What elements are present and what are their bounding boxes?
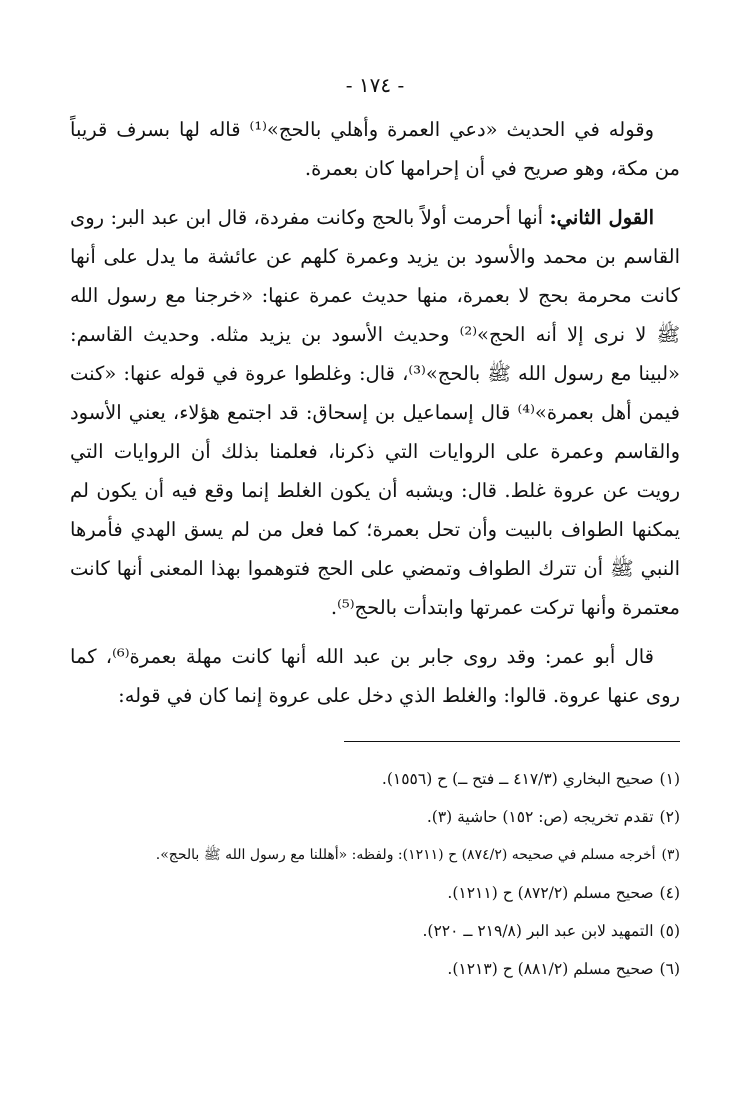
footnote-divider [344, 741, 680, 742]
paragraph-text: وقوله في الحديث «دعي العمرة وأهلي بالحج»⁽¹⁾ قاله لها بسرف قريباً من مكة، وهو صريح في أن إحرامها كان بعمرة. [70, 118, 680, 180]
footnote-number: (١) [659, 770, 680, 788]
footnote-3 [70, 836, 680, 874]
paragraph-3 [70, 637, 680, 715]
footnote-text: أخرجه مسلم في صحيحه (٨٧٤/٢) ح (١٢١١): ولفظه: «أهللنا مع رسول الله ﷺ بالحج». [155, 847, 656, 863]
paragraph-2 [70, 198, 680, 627]
paragraph-1 [70, 110, 680, 188]
footnote-text: التمهيد لابن عبد البر (٢١٩/٨ ــ ٢٢٠). [422, 922, 654, 940]
paragraph-text: أنها أحرمت أولاً بالحج وكانت مفردة، قال ابن عبد البر: روى القاسم بن محمد والأسود بن يزيد وعمرة كلهم عن عائشة ما يدل على أنها كانت محرمة بحج لا بعمرة، منها حديث عمرة عنها: «خرجنا مع رسول الله ﷺ لا نرى إلا أنه الحج»⁽²⁾ وحديث الأسود بن يزيد مثله. وحديث القاسم: «لبينا مع رسول الله ﷺ بالحج»⁽³⁾، قال: وغلطوا عروة في قوله عنها: «كنت فيمن أهل بعمرة»⁽⁴⁾ قال إسماعيل بن إسحاق: قد اجتمع هؤلاء، يعني الأسود والقاسم وعمرة على الروايات التي ذكرنا، فعلمنا بذلك أن الروايات التي رويت عن عروة غلط. قال: ويشبه أن يكون الغلط إنما وقع فيه أن يكون لم يمكنها الطواف بالبيت وأن تحل بعمرة؛ كما فعل من لم يسق الهدي فأمرها النبي ﷺ أن تترك الطواف وتمضي على الحج فتوهموا بهذا المعنى أنها كانت معتمرة وأنها تركت عمرتها وابتدأت بالحج⁽⁵⁾. [70, 206, 681, 619]
footnote-1 [70, 760, 680, 798]
footnote-text: صحيح البخاري (٤١٧/٣ ــ فتح ــ) ح (١٥٥٦). [381, 770, 654, 788]
footnote-number: (٤) [659, 884, 680, 902]
footnote-number: (٥) [659, 922, 680, 940]
footnote-5 [70, 912, 680, 950]
footnote-number: (٣) [661, 847, 680, 863]
book-page [70, 70, 680, 1090]
footnote-text: صحيح مسلم (٨٨١/٢) ح (١٢١٣). [447, 960, 654, 978]
footnote-4 [70, 874, 680, 912]
footnote-6 [70, 950, 680, 988]
footnote-2 [70, 798, 680, 836]
footnote-text: تقدم تخريجه (ص: ١٥٢) حاشية (٣). [426, 808, 654, 826]
footnotes-list [70, 760, 680, 988]
paragraph-text: قال أبو عمر: وقد روى جابر بن عبد الله أنها كانت مهلة بعمرة⁽⁶⁾، كما روى عنها عروة. قالوا: والغلط الذي دخل على عروة إنما كان في قوله: [70, 645, 680, 707]
footnote-number: (٢) [659, 808, 680, 826]
footnote-text: صحيح مسلم (٨٧٢/٢) ح (١٢١١). [447, 884, 654, 902]
paragraph-lead: القول الثاني: [549, 206, 654, 229]
footnote-number: (٦) [659, 960, 680, 978]
page-number: - ١٧٤ - [345, 73, 405, 97]
